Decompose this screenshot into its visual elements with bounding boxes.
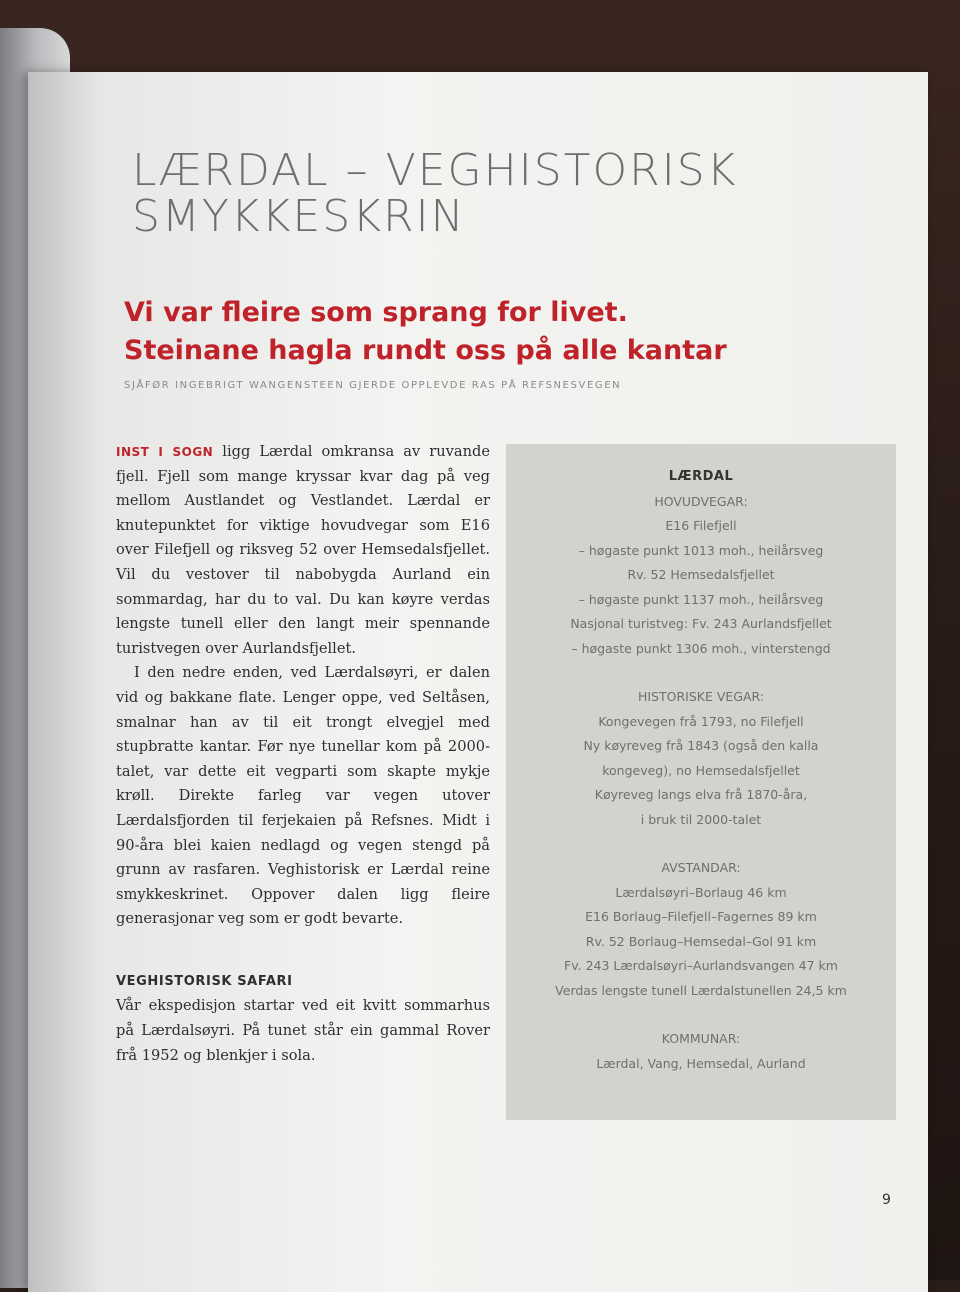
article-paragraph-3: Vår ekspedisjon startar ved eit kvitt sommarhus på Lærdalsøyri. På tunet står ein gammal Rover frå 1952 og blenkjer i sola. (116, 997, 490, 1064)
fact-section-label: HISTORISKE VEGAR: (637, 689, 765, 704)
lead-in: INST I SOGN (116, 445, 214, 459)
fact-line: Kongevegen frå 1793, no Filefjell (598, 713, 804, 729)
page-number: 9 (882, 1192, 891, 1208)
paragraph-1-text: ligg Lærdal omkransa av ruvande fjell. Fjell som mange kryssar kvar dag på veg mellom Austlandet og Vestlandet. Lærdal er knutepunktet for viktige hovudvegar som E16 over Filefjell og riksveg 52 over Hemsedalsfjellet. Vil du vestover til nabobygda Aurland ein sommardag, har du to val. Du kan køyre verdas lengste tunell eller den langt meir spennande turistvegen over Aurlandsfjellet. (116, 443, 490, 657)
fact-line: Lærdalsøyri–Borlaug 46 km (615, 884, 787, 900)
fact-line: Rv. 52 Borlaug–Hemsedal–Gol 91 km (585, 933, 817, 949)
fact-line: Verdas lengste tunell Lærdalstunellen 24,5 km (555, 982, 847, 998)
fact-line: Rv. 52 Hemsedalsfjellet (627, 567, 775, 582)
fact-section-label: HOVUDVEGAR: (654, 493, 748, 509)
quote-line-2: Steinane hagla rundt oss på alle kantar (124, 335, 727, 366)
fact-line: i bruk til 2000-talet (640, 811, 762, 827)
subheading: VEGHISTORISK SAFARI (116, 973, 293, 989)
article-paragraph-1 (116, 440, 490, 661)
fact-section-label: AVSTANDAR: (661, 860, 741, 875)
pull-quote (124, 294, 864, 370)
fact-section-municipalities (506, 1027, 896, 1076)
title-line-2: SMYKKESKRIN (132, 191, 466, 242)
article-paragraph-2: I den nedre enden, ved Lærdalsøyri, er dalen vid og bakkane flate. Lenger oppe, ved Seltåsen, smalnar han av til eit trongt elvegjel med stupbratte kantar. Før nye tunellar kom på 2000-talet, var dette eit vegparti som skapte mykje krøll. Direkte farleg var vegen utover Lærdalsfjorden til ferjekaien på Refsnes. Midt i 90-åra blei kaien nedlagd og vegen stengd på grunn av rasfaren. Veghistorisk er Lærdal reine smykkeskrinet. Oppover dalen ligg fleire generasjonar veg som er godt bevarte. (116, 664, 490, 928)
fact-box (506, 444, 896, 1120)
fact-section-label: KOMMUNAR: (661, 1031, 741, 1046)
fact-line: kongeveg), no Hemsedalsfjellet (602, 762, 800, 778)
fact-line: – høgaste punkt 1306 moh., vinterstengd (571, 640, 831, 656)
fact-section-distances (506, 856, 896, 1003)
fact-line: E16 Filefjell (665, 518, 737, 533)
fact-line: Køyreveg langs elva frå 1870-åra, (594, 787, 808, 802)
fact-line: – høgaste punkt 1013 moh., heilårsveg (578, 542, 824, 558)
fact-line: – høgaste punkt 1137 moh., heilårsveg (578, 591, 824, 607)
fact-line: E16 Borlaug–Filefjell–Fagernes 89 km (585, 909, 817, 924)
fact-section-main-roads (506, 490, 896, 662)
fact-line: Fv. 243 Lærdalsøyri–Aurlandsvangen 47 km (564, 958, 838, 973)
byline: SJÅFØR INGEBRIGT WANGENSTEEN GJERDE OPPLEVDE RAS PÅ REFSNESVEGEN (124, 380, 622, 391)
fact-line: Nasjonal turistveg: Fv. 243 Aurlandsfjellet (570, 616, 832, 631)
title-line-1: LÆRDAL – VEGHISTORISK (132, 145, 738, 196)
fact-line: Lærdal, Vang, Hemsedal, Aurland (596, 1055, 806, 1071)
fact-box-heading: LÆRDAL (668, 469, 734, 484)
page-title (132, 145, 832, 242)
fact-line: Ny køyreveg frå 1843 (også den kalla (583, 738, 819, 753)
quote-line-1: Vi var fleire som sprang for livet. (124, 297, 628, 328)
fact-section-historic-roads (506, 685, 896, 832)
article-body (116, 440, 490, 1068)
